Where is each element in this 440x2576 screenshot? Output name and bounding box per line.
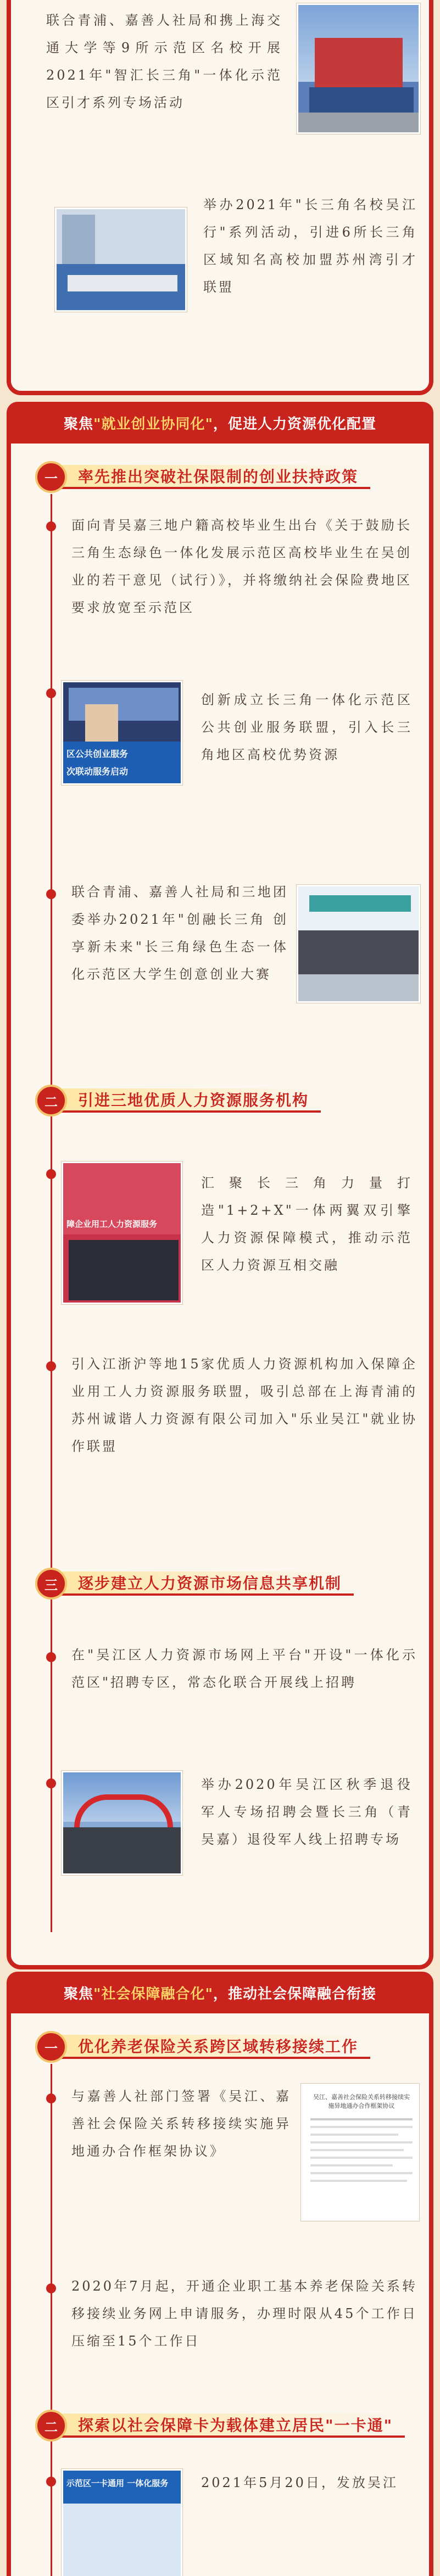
photo-caption: 区公共创业服务 xyxy=(66,749,129,759)
paragraph-online-recruitment: 在"吴江区人力资源市场网上平台"开设"一体化示范区"招聘专区，常态化联合开展线上招聘 xyxy=(71,1647,417,1690)
photo-startup-contest xyxy=(297,885,420,1003)
section-card-employment xyxy=(7,402,433,1969)
timeline-dot xyxy=(46,889,56,899)
section-card-social-security xyxy=(7,1972,433,2576)
timeline-dot xyxy=(46,1169,56,1179)
timeline-dot xyxy=(46,1652,56,1662)
timeline-dot xyxy=(46,2283,56,2293)
badge-number: 一 xyxy=(35,2031,67,2063)
photo-agreement-document xyxy=(301,2084,419,2221)
document-title: 吴江、嘉善社会保险关系转移接续实施异地通办合作框架协议 xyxy=(313,2094,410,2109)
photo-startup-alliance xyxy=(62,681,182,785)
paragraph-online-pension: 2020年7月起，开通企业职工基本养老保险关系转移接续业务网上申请服务，办理时限从45个工作日压缩至15个工作日 xyxy=(71,2278,417,2349)
photo-university-building xyxy=(297,3,420,134)
banner-highlight: "就业创业协同化" xyxy=(93,416,214,433)
paragraph-startup-contest: 联合青浦、嘉善人社局和三地团委举办2021年"创融长三角 创享新未来"长三角绿色生态一体化示范区大学生创意创业大赛 xyxy=(71,884,288,982)
paragraph-startup-alliance: 创新成立长三角一体化示范区公共创业服务联盟，引入长三角地区高校优势资源 xyxy=(201,692,413,762)
banner-prefix: 聚焦 xyxy=(63,416,93,433)
banner-suffix: ，推动社会保障融合衔接 xyxy=(213,1985,377,2002)
subheading-pension-transfer xyxy=(35,2029,370,2065)
subheading-title: 逐步建立人力资源市场信息共享机制 xyxy=(62,1572,354,1596)
paragraph-graduate-policy: 面向青吴嘉三地户籍高校毕业生出台《关于鼓励长三角生态绿色一体化发展示范区高校毕业生在吴创业的若干意见（试行）》，并将缴纳社会保险费地区要求放宽至示范区 xyxy=(71,518,412,615)
timeline-dot xyxy=(46,521,56,531)
photo-caption: 障企业用工人力资源服务 xyxy=(66,1219,158,1229)
photo-caption: 示范区一卡通用 一体化服务 xyxy=(66,2478,169,2488)
section-banner-employment xyxy=(7,402,433,444)
timeline-dot xyxy=(46,2094,56,2103)
subheading-one-card xyxy=(35,2407,405,2444)
subheading-title: 引进三地优质人力资源服务机构 xyxy=(62,1088,321,1113)
banner-prefix: 聚焦 xyxy=(63,1985,93,2002)
photo-talent-event-group xyxy=(55,207,187,312)
timeline-line xyxy=(51,2064,52,2576)
subheading-title: 优化养老保险关系跨区域转移接续工作 xyxy=(62,2035,370,2059)
photo-one-card-launch xyxy=(62,2469,182,2576)
paragraph-veteran-job-fair: 举办2020年吴江区秋季退役军人专场招聘会暨长三角（青吴嘉）退役军人线上招聘专场 xyxy=(201,1777,413,1847)
photo-veteran-job-fair xyxy=(62,1771,182,1875)
paragraph-talent-event: 联合青浦、嘉善人社局和携上海交通大学等9所示范区名校开展2021年"智汇长三角"一体化示范区引才系列专场活动 xyxy=(46,13,282,110)
timeline-dot xyxy=(46,1361,56,1371)
subheading-title: 率先推出突破社保限制的创业扶持政策 xyxy=(62,465,370,489)
paragraph-pension-agreement: 与嘉善人社部门签署《吴江、嘉善社会保险关系转移接续实施异地通办合作框架协议》 xyxy=(71,2089,291,2159)
timeline-dot xyxy=(46,2477,56,2487)
paragraph-hr-institutions: 引入江浙沪等地15家优质人力资源机构加入保障企业用工人力资源服务联盟，吸引总部在上海青浦的苏州诚谐人力资源有限公司加入"乐业吴江"就业协作联盟 xyxy=(71,1356,417,1454)
badge-number: 二 xyxy=(35,1085,67,1116)
paragraph-university-alliance: 举办2021年"长三角名校吴江行"系列活动，引进6所长三角区域知名高校加盟苏州湾引才联盟 xyxy=(203,197,417,295)
paragraph-hr-model: 汇聚长三角力量打造"1+2+X"一体两翼双引擎人力资源保障模式，推动示范区人力资源互相交融 xyxy=(201,1175,413,1273)
timeline-dot xyxy=(46,688,56,698)
photo-hr-alliance xyxy=(62,1161,182,1304)
banner-highlight: "社会保障融合化" xyxy=(93,1985,214,2002)
banner-suffix: ，促进人力资源优化配置 xyxy=(213,416,377,433)
badge-number: 三 xyxy=(35,1568,67,1600)
badge-number: 二 xyxy=(35,2410,67,2442)
subheading-entrepreneurship xyxy=(35,459,370,495)
paragraph-one-card: 2021年5月20日，发放吴江 xyxy=(201,2475,398,2490)
section-card-talent xyxy=(7,0,433,395)
badge-number: 一 xyxy=(35,461,67,493)
subheading-title: 探索以社会保障卡为载体建立居民"一卡通" xyxy=(62,2414,405,2438)
section-banner-social-security xyxy=(7,1972,433,2013)
subheading-hr-institutions xyxy=(35,1082,321,1119)
timeline-dot xyxy=(46,1778,56,1788)
subheading-info-sharing xyxy=(35,1565,354,1602)
photo-caption: 次联动服务启动 xyxy=(66,766,129,777)
timeline-line xyxy=(51,494,52,1932)
